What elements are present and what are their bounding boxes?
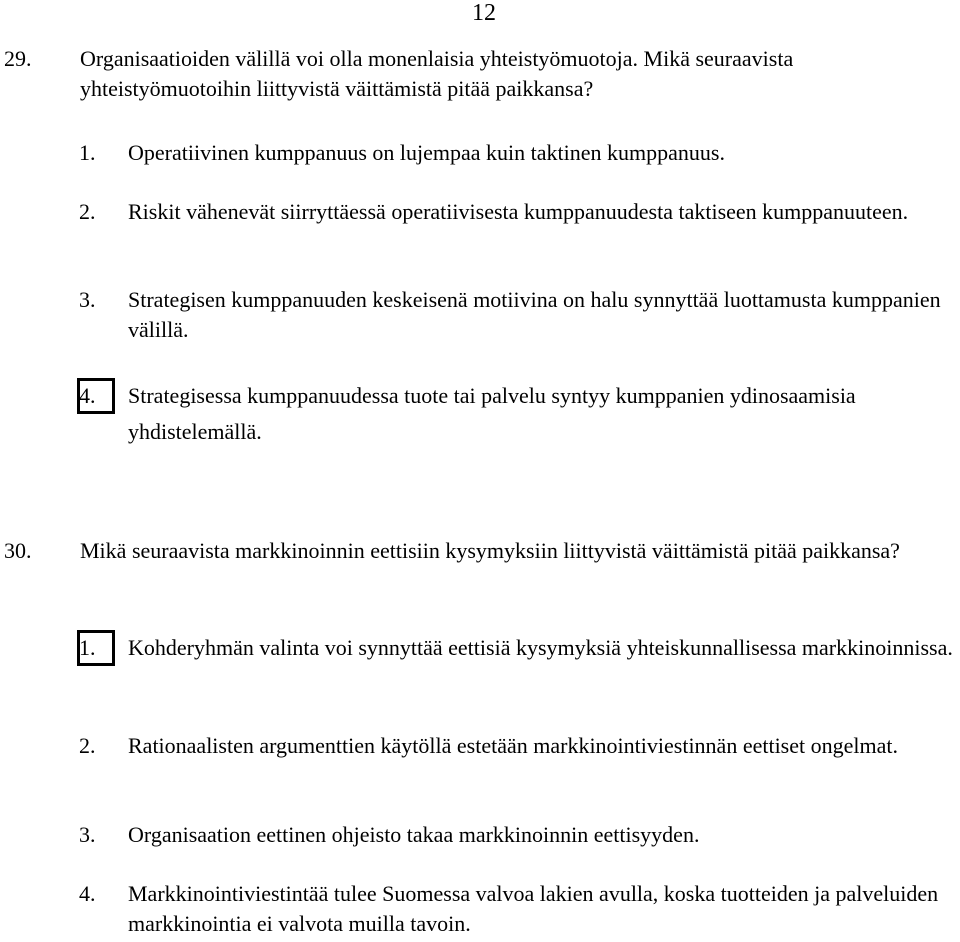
option-number: 4.: [79, 383, 96, 408]
page-number: 12: [472, 0, 496, 26]
option-text: Riskit vähenevät siirryttäessä operatiivisesta kumppanuudesta taktiseen kumppanuuteen.: [128, 199, 909, 224]
option-number: 2.: [79, 199, 96, 224]
option-number: 3.: [79, 822, 96, 847]
option-number: 1.: [79, 635, 96, 660]
option-text: Operatiivinen kumppanuus on lujempaa kuin taktinen kumppanuus.: [128, 140, 725, 165]
option-number: 3.: [79, 287, 96, 312]
option-text: Strategisen kumppanuuden keskeisenä motiivina on halu synnyttää luottamusta kumppanien välillä.: [128, 287, 941, 342]
option-number: 2.: [79, 733, 96, 758]
option-text: Strategisessa kumppanuudessa tuote tai palvelu syntyy kumppanien ydinosaamisia yhdistelemällä.: [128, 383, 856, 444]
question-text: Mikä seuraavista markkinoinnin eettisiin kysymyksiin liittyvistä väittämistä pitää paikkansa?: [80, 538, 900, 563]
option-text: Rationaalisten argumenttien käytöllä estetään markkinointiviestinnän eettiset ongelmat.: [128, 733, 898, 758]
question-text: Organisaatioiden välillä voi olla monenlaisia yhteistyömuotoja. Mikä seuraavista yhteistyömuotoihin liittyvistä väittämistä pitää paikkansa?: [80, 46, 794, 101]
question-number: 30.: [4, 538, 32, 563]
option-number: 4.: [79, 881, 96, 906]
option-number: 1.: [79, 140, 96, 165]
option-text: Kohderyhmän valinta voi synnyttää eettisiä kysymyksiä yhteiskunnallisessa markkinoinnissa.: [128, 635, 953, 660]
option-text: Markkinointiviestintää tulee Suomessa valvoa lakien avulla, koska tuotteiden ja palveluiden markkinointia ei valvota muilla tavoin.: [128, 881, 939, 936]
option-text: Organisaation eettinen ohjeisto takaa markkinoinnin eettisyyden.: [128, 822, 700, 847]
question-number: 29.: [4, 46, 32, 71]
